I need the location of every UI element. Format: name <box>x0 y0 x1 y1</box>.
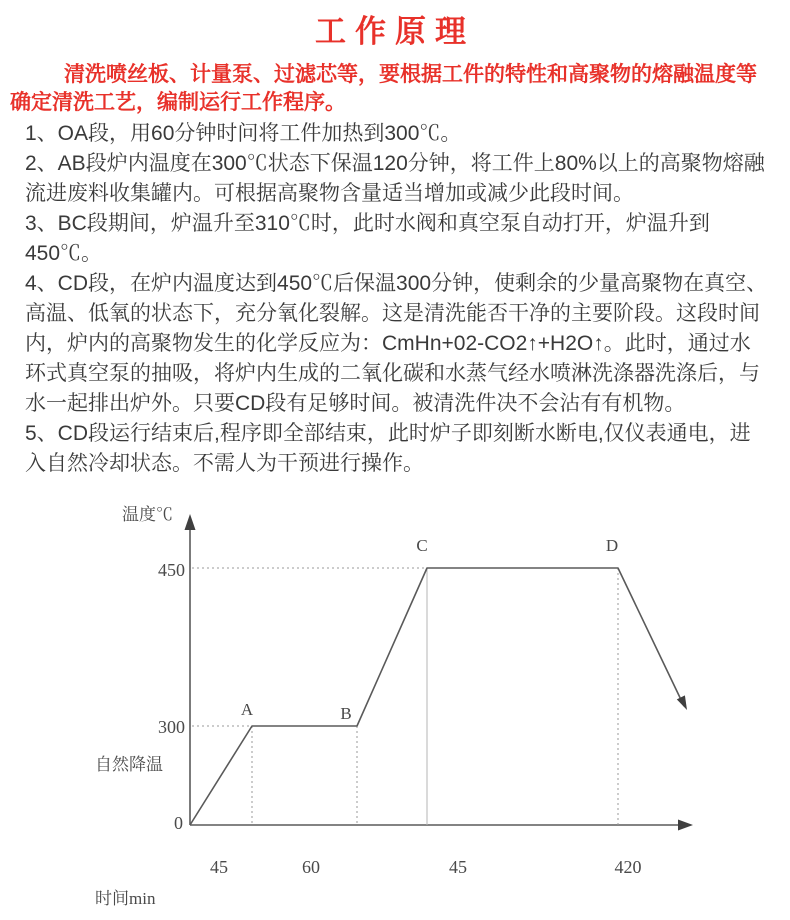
xtick-45a: 45 <box>210 857 228 877</box>
point-label-B: B <box>340 704 352 723</box>
y-axis-title: 温度℃ <box>122 505 173 524</box>
xtick-420: 420 <box>614 857 642 877</box>
page-title: 工作原理 <box>315 14 475 49</box>
x-axis-arrow-icon <box>678 820 693 831</box>
ytick-300: 300 <box>158 717 185 737</box>
paragraph-end: 5、CD段运行结束后,程序即全部结束，此时炉子即刻断水断电,仅仪表通电，进入自然冷却状态。不需人为干预进行操作。 <box>25 422 751 475</box>
temperature-curve <box>190 568 684 825</box>
point-label-C: C <box>416 536 428 555</box>
point-label-A: A <box>240 700 254 719</box>
point-label-D: D <box>605 536 619 555</box>
y-axis-arrow-icon <box>185 514 196 530</box>
paragraph-ab: 2、AB段炉内温度在300℃状态下保温120分钟，将工件上80%以上的高聚物熔融流进废料收集罐内。可根据高聚物含量适当增加或减少此段时间。 <box>25 152 765 205</box>
chart-canvas <box>0 498 790 920</box>
natural-cooling-label: 自然降温 <box>95 755 163 774</box>
x-axis-title: 时间min <box>95 889 156 908</box>
temperature-time-chart <box>0 498 790 920</box>
paragraph-bc: 3、BC段期间，炉温升至310℃时，此时水阀和真空泵自动打开，炉温升到450℃。 <box>25 212 710 265</box>
ytick-0: 0 <box>174 813 183 833</box>
paragraph-oa: 1、OA段，用60分钟时问将工件加热到300℃。 <box>25 122 462 145</box>
xtick-60: 60 <box>302 857 320 877</box>
xtick-45b: 45 <box>449 857 467 877</box>
cooling-arrow-icon <box>677 695 687 710</box>
paragraph-cd: 4、CD段，在炉内温度达到450℃后保温300分钟，使剩余的少量高聚物在真空、高温、低氧的状态下，充分氧化裂解。这是清洗能否干净的主要阶段。这段时间内，炉内的高聚物发生的化学反应为：CmHn+02-CO2↑+H2O↑。此时，通过水环式真空泵的抽吸，将炉内生成的二氧化碳和水蒸气经水喷淋洗涤器洗涤后，与水一起排出炉外。只要CD段有足够时间。被清洗件决不会沾有有机物。 <box>25 272 768 415</box>
ytick-450: 450 <box>158 560 185 580</box>
intro-paragraph: 清洗喷丝板、计量泵、过滤芯等，要根据工件的特性和高聚物的熔融温度等确定清洗工艺，编制运行工作程序。 <box>10 63 757 114</box>
